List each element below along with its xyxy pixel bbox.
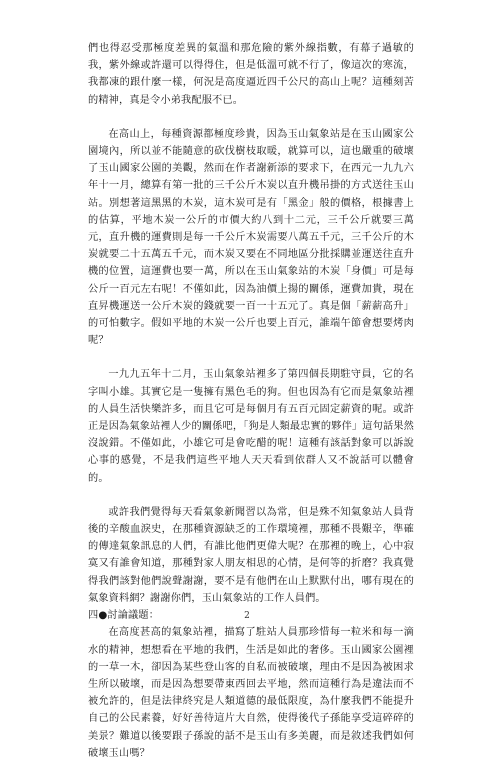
paragraph-4: 或許我們覺得每天看氣象新聞習以為常，但是殊不知氣象站人員背後的辛酸血淚史，在那種資源缺乏的工作環境裡，那種不畏艱辛，準確的傳達氣象訊息的人們，有誰比他們更偉大呢？在那裡的晚上，心中寂寞又有誰會知道，那種對家人朋友相思的心情，是何等的折磨？我真覺得我們該對他們說聲謝謝，要不是有他們在山上默默付出，哪有現在的氣象資料網？謝謝你們，玉山氣象站的工作人員們。 — [88, 506, 414, 604]
paragraph-3: 一九九五年十二月，玉山氣象站裡多了第四個長期駐守員，它的名字叫小雄。其實它是一隻擁有黑色毛的狗。但也因為有它而是氣象站裡的人員生活快樂許多，而且它可是每個月有五百元固定薪資的呢。或許正是因為氣象站裡人少的關係吧，「狗是人類最忠實的夥伴」這句話果然沒說錯。不僅如此，小雄它可是會吃醋的呢！這種有該話對象可以訴說心事的感覺，不是我們這些平地人天天看到依群人又不說話可以體會的。 — [88, 369, 414, 484]
discussion-heading: 四●討論議題： — [88, 610, 160, 622]
document-body — [88, 40, 414, 779]
paragraph-2: 在高山上，每種資源都極度珍貴，因為玉山氣象站是在玉山國家公園境內，所以並不能隨意的砍伐樹枝取暖，就算可以，這也嚴重的破壞了玉山國家公園的美觀，然而在作者謝新添的要求下，在西元一九九六年十一月，總算有第一批的三千公斤木炭以直升機吊掛的方式送往玉山站。別想著這黑黑的木炭，這木炭可是有「黑金」般的價格，根據書上的估算，平地木炭一公斤的市價大約八到十二元，三千公斤就要三萬元，直升機的運費則是每一千公斤木炭需要八萬五千元，三千公斤的木炭就要二十五萬五千元，而木炭又要在不同地區分批採購並運送往直升機的位置，這運費也要一萬，所以在玉山氣象站的木炭「身價」可是每公斤一百元左右呢！不僅如此，因為油價上揚的關係，運費加貴，現在直昇機運送一公斤木炭的錢就要一百一十五元了。真是個「薪薪高升」的可怕數字。假如平地的木炭一公斤也要上百元，誰端午節會想要烤肉呢？ — [88, 128, 414, 347]
page-number: 2 — [244, 611, 250, 621]
paragraph-1: 們也得忍受那極度差異的氣溫和那危險的紫外線指數，有幕子過敏的我，紫外線或許還可以得得住，但是低溫可就不行了，像這次的寒流，我都凍的跟什麼一樣，何況是高度逼近四千公尺的高山上呢？這種刻苦的精神，真是令小弟我配服不已。 — [88, 43, 414, 106]
discussion-paragraph: 在高度甚高的氣象站裡，描寫了駐站人員那珍惜每一粒米和每一滴水的精神，想想看在平地的我們，生活是如此的奢侈。玉山國家公園裡的一草一木，卻因為某些登山客的自私而被破壞，理由不是因為被困求生所以破壞，而是因為想要帶東西回去平地，然而這種行為是違法而不被允許的，但是法律終究是人類道德的最低限度，為什麼我們不能提升自己的公民素養，好好善待這片大自然，使得後代子孫能享受這碎碎的美景？難道以後要跟子孫說的話不是玉山有多美麗，而是敘述我們如何破壞玉山嗎？ — [88, 627, 414, 759]
